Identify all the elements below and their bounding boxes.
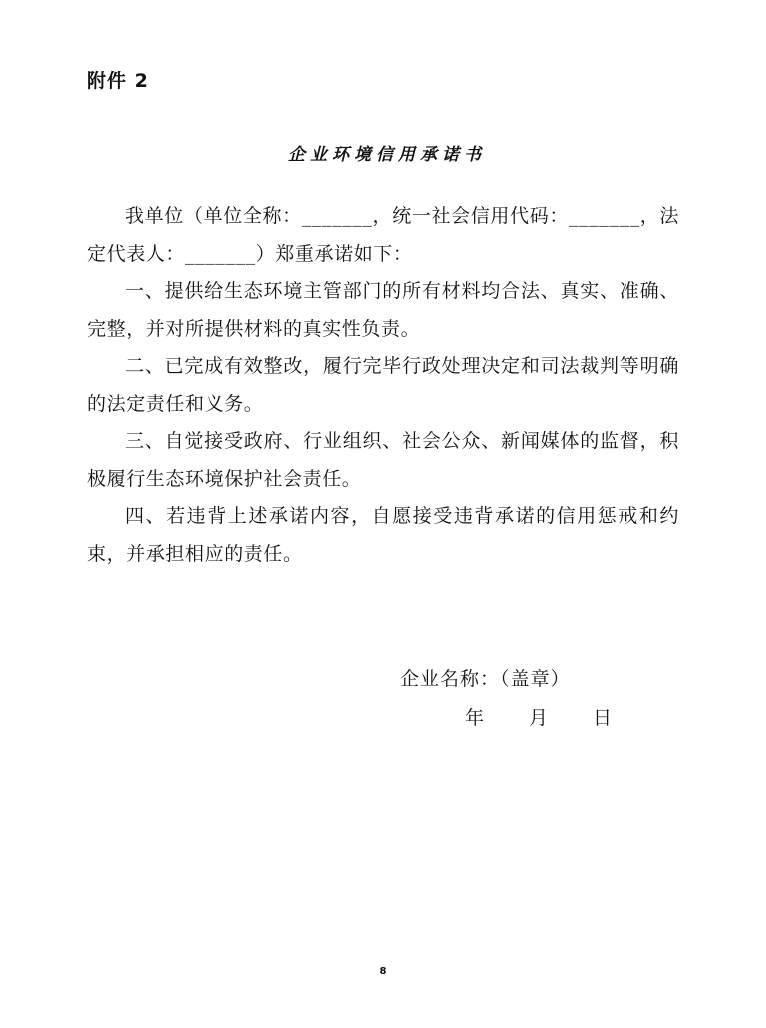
attachment-label: 附件 2	[87, 70, 149, 92]
date-month: 月	[529, 707, 550, 729]
commitment-item-1: 一、提供给生态环境主管部门的所有材料均合法、真实、准确、完整，并对所提供材料的真实性负责。	[87, 280, 679, 340]
date-year: 年	[465, 707, 486, 729]
signature-date	[465, 703, 613, 730]
commitment-body	[87, 198, 679, 573]
commitment-item-4: 四、若违背上述承诺内容，自愿接受违背承诺的信用惩戒和约束，并承担相应的责任。	[87, 505, 679, 565]
company-name-seal: 企业名称：（盖章）	[400, 668, 571, 690]
commitment-item-3: 三、自觉接受政府、行业组织、社会公众、新闻媒体的监督，积极履行生态环境保护社会责任。	[87, 430, 679, 490]
page-number: 8	[379, 966, 387, 977]
date-day: 日	[593, 707, 614, 729]
intro-paragraph: 我单位（单位全称：_______，统一社会信用代码：_______，法定代表人：_______）郑重承诺如下：	[87, 205, 679, 265]
commitment-item-2: 二、已完成有效整改，履行完毕行政处理决定和司法裁判等明确的法定责任和义务。	[87, 355, 679, 415]
document-title: 企业环境信用承诺书	[288, 145, 486, 165]
